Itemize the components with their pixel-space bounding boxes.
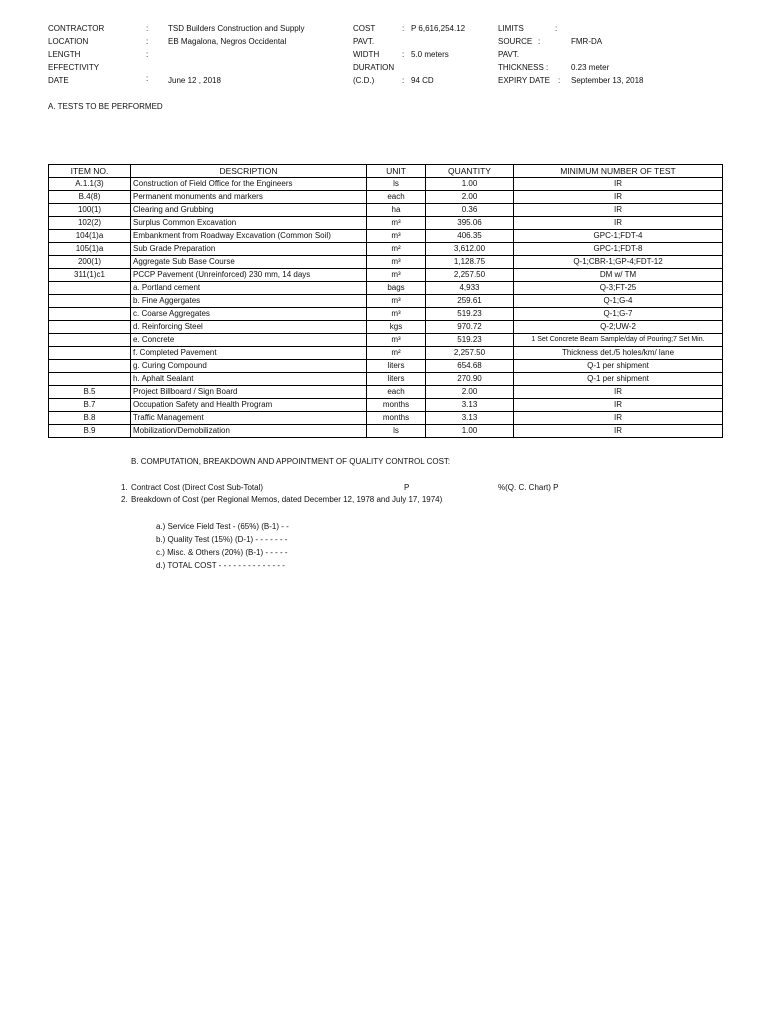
unit-cell: liters bbox=[367, 360, 426, 373]
quantity-cell: 970.72 bbox=[426, 321, 514, 334]
item-1-number: 1. bbox=[121, 483, 128, 492]
table-row bbox=[49, 412, 723, 425]
min-tests-cell: GPC-1;FDT-4 bbox=[514, 230, 723, 243]
cost-colon: : bbox=[402, 24, 405, 33]
quantity-cell: 1.00 bbox=[426, 425, 514, 438]
unit-cell: ls bbox=[367, 425, 426, 438]
source-label: SOURCE bbox=[498, 37, 533, 46]
description-cell: f. Completed Pavement bbox=[131, 347, 367, 360]
unit-cell: months bbox=[367, 399, 426, 412]
table-row bbox=[49, 217, 723, 230]
item-1-qc-chart: %(Q. C. Chart) P bbox=[498, 483, 559, 492]
item-no-cell: B.9 bbox=[49, 425, 131, 438]
location-colon: : bbox=[146, 37, 149, 46]
unit-cell: each bbox=[367, 191, 426, 204]
item-no-cell bbox=[49, 321, 131, 334]
quantity-cell: 270.90 bbox=[426, 373, 514, 386]
item-no-cell bbox=[49, 295, 131, 308]
description-cell: Clearing and Grubbing bbox=[131, 204, 367, 217]
quantity-cell: 1,128.75 bbox=[426, 256, 514, 269]
quantity-cell: 2,257.50 bbox=[426, 269, 514, 282]
unit-cell: m² bbox=[367, 347, 426, 360]
min-tests-cell: IR bbox=[514, 399, 723, 412]
unit-cell: m³ bbox=[367, 308, 426, 321]
quantity-cell: 3,612.00 bbox=[426, 243, 514, 256]
item-no-cell: B.4(8) bbox=[49, 191, 131, 204]
min-tests-cell: Thickness det./5 holes/km/ lane bbox=[514, 347, 723, 360]
item-no-cell: 102(2) bbox=[49, 217, 131, 230]
table-row bbox=[49, 178, 723, 191]
min-tests-cell: DM w/ TM bbox=[514, 269, 723, 282]
cd-colon: : bbox=[402, 76, 405, 85]
unit-cell: m³ bbox=[367, 269, 426, 282]
date-colon: : bbox=[146, 74, 149, 83]
unit-cell: kgs bbox=[367, 321, 426, 334]
date-label: DATE bbox=[48, 76, 69, 85]
item-no-cell: 104(1)a bbox=[49, 230, 131, 243]
table-row bbox=[49, 308, 723, 321]
contractor-value: TSD Builders Construction and Supply bbox=[168, 24, 305, 33]
min-tests-cell: Q-1;G-7 bbox=[514, 308, 723, 321]
table-row bbox=[49, 295, 723, 308]
quantity-cell: 259.61 bbox=[426, 295, 514, 308]
width-label: WIDTH bbox=[353, 50, 380, 59]
description-cell: Embankment from Roadway Excavation (Common Soil) bbox=[131, 230, 367, 243]
description-cell: c. Coarse Aggregates bbox=[131, 308, 367, 321]
contractor-label: CONTRACTOR bbox=[48, 24, 105, 33]
header-description: DESCRIPTION bbox=[131, 165, 367, 178]
table-row bbox=[49, 204, 723, 217]
item-no-cell bbox=[49, 373, 131, 386]
quantity-cell: 654.68 bbox=[426, 360, 514, 373]
tests-table bbox=[48, 164, 723, 438]
min-tests-cell: GPC-1;FDT-8 bbox=[514, 243, 723, 256]
description-cell: Permanent monuments and markers bbox=[131, 191, 367, 204]
description-cell: Sub Grade Preparation bbox=[131, 243, 367, 256]
duration-label: DURATION bbox=[353, 63, 395, 72]
quantity-cell: 4,933 bbox=[426, 282, 514, 295]
header-unit: UNIT bbox=[367, 165, 426, 178]
min-tests-cell: IR bbox=[514, 204, 723, 217]
length-colon: : bbox=[146, 50, 149, 59]
description-cell: Mobilization/Demobilization bbox=[131, 425, 367, 438]
item-no-cell: B.7 bbox=[49, 399, 131, 412]
location-label: LOCATION bbox=[48, 37, 89, 46]
description-cell: PCCP Pavement (Unreinforced) 230 mm, 14 days bbox=[131, 269, 367, 282]
section-a-title: A. TESTS TO BE PERFORMED bbox=[48, 102, 163, 111]
quantity-cell: 2,257.50 bbox=[426, 347, 514, 360]
item-no-cell bbox=[49, 308, 131, 321]
source-value: FMR-DA bbox=[571, 37, 603, 46]
table-row bbox=[49, 347, 723, 360]
item-no-cell: B.5 bbox=[49, 386, 131, 399]
description-cell: e. Concrete bbox=[131, 334, 367, 347]
item-no-cell bbox=[49, 347, 131, 360]
item-2-text: Breakdown of Cost (per Regional Memos, dated December 12, 1978 and July 17, 1974) bbox=[131, 495, 443, 504]
unit-cell: m³ bbox=[367, 217, 426, 230]
quantity-cell: 2.00 bbox=[426, 386, 514, 399]
table-row bbox=[49, 334, 723, 347]
expiry-date-colon: : bbox=[558, 76, 561, 85]
item-no-cell: 100(1) bbox=[49, 204, 131, 217]
unit-cell: months bbox=[367, 412, 426, 425]
min-tests-cell: IR bbox=[514, 191, 723, 204]
misc-others-line: c.) Misc. & Others (20%) (B-1) - - - - - bbox=[156, 548, 288, 557]
cd-label: (C.D.) bbox=[353, 76, 375, 85]
unit-cell: m² bbox=[367, 243, 426, 256]
item-no-cell: 200(1) bbox=[49, 256, 131, 269]
limits-label: LIMITS bbox=[498, 24, 524, 33]
description-cell: Surplus Common Excavation bbox=[131, 217, 367, 230]
expiry-date-label: EXPIRY DATE bbox=[498, 76, 551, 85]
section-b-title: B. COMPUTATION, BREAKDOWN AND APPOINTMENT OF QUALITY CONTROL COST: bbox=[131, 457, 451, 466]
min-tests-cell: IR bbox=[514, 412, 723, 425]
table-row bbox=[49, 399, 723, 412]
min-tests-cell: Q-3;FT-25 bbox=[514, 282, 723, 295]
item-no-cell: B.8 bbox=[49, 412, 131, 425]
quantity-cell: 1.00 bbox=[426, 178, 514, 191]
item-no-cell: 105(1)a bbox=[49, 243, 131, 256]
description-cell: a. Portland cement bbox=[131, 282, 367, 295]
quality-test-line: b.) Quality Test (15%) (D-1) - - - - - - - bbox=[156, 535, 288, 544]
min-tests-cell: IR bbox=[514, 217, 723, 230]
cost-value: P 6,616,254.12 bbox=[411, 24, 466, 33]
item-no-cell bbox=[49, 334, 131, 347]
description-cell: Project Billboard / Sign Board bbox=[131, 386, 367, 399]
date-value: June 12 , 2018 bbox=[168, 76, 221, 85]
unit-cell: bags bbox=[367, 282, 426, 295]
table-row bbox=[49, 243, 723, 256]
description-cell: Occupation Safety and Health Program bbox=[131, 399, 367, 412]
min-tests-cell: Q-1 per shipment bbox=[514, 360, 723, 373]
table-row bbox=[49, 425, 723, 438]
pavt-label-1: PAVT. bbox=[353, 37, 375, 46]
quantity-cell: 3.13 bbox=[426, 412, 514, 425]
table-row bbox=[49, 282, 723, 295]
expiry-date-value: September 13, 2018 bbox=[571, 76, 644, 85]
contractor-colon: : bbox=[146, 24, 149, 33]
header-quantity: QUANTITY bbox=[426, 165, 514, 178]
thickness-value: 0.23 meter bbox=[571, 63, 610, 72]
location-value: EB Magalona, Negros Occidental bbox=[168, 37, 287, 46]
unit-cell: m³ bbox=[367, 334, 426, 347]
min-tests-cell: Q-1;G-4 bbox=[514, 295, 723, 308]
unit-cell: ha bbox=[367, 204, 426, 217]
unit-cell: m³ bbox=[367, 256, 426, 269]
description-cell: Construction of Field Office for the Engineers bbox=[131, 178, 367, 191]
header-minimum-tests: MINIMUM NUMBER OF TEST bbox=[514, 165, 723, 178]
item-no-cell: A.1.1(3) bbox=[49, 178, 131, 191]
quantity-cell: 519.23 bbox=[426, 308, 514, 321]
quantity-cell: 3.13 bbox=[426, 399, 514, 412]
item-no-cell: 311(1)c1 bbox=[49, 269, 131, 282]
quantity-cell: 395.06 bbox=[426, 217, 514, 230]
unit-cell: liters bbox=[367, 373, 426, 386]
quantity-cell: 2.00 bbox=[426, 191, 514, 204]
table-row bbox=[49, 230, 723, 243]
table-row bbox=[49, 191, 723, 204]
item-1-text: Contract Cost (Direct Cost Sub-Total) bbox=[131, 483, 264, 492]
quantity-cell: 406.35 bbox=[426, 230, 514, 243]
description-cell: h. Aphalt Sealant bbox=[131, 373, 367, 386]
description-cell: d. Reinforcing Steel bbox=[131, 321, 367, 334]
table-row bbox=[49, 269, 723, 282]
item-1-peso: P bbox=[404, 483, 410, 492]
description-cell: g. Curing Compound bbox=[131, 360, 367, 373]
total-cost-line: d.) TOTAL COST - - - - - - - - - - - - - - bbox=[156, 561, 285, 570]
header-item-no: ITEM NO. bbox=[49, 165, 131, 178]
item-no-cell bbox=[49, 360, 131, 373]
table-row bbox=[49, 360, 723, 373]
source-colon: : bbox=[538, 37, 541, 46]
table-row bbox=[49, 373, 723, 386]
min-tests-cell: 1 Set Concrete Beam Sample/day of Pouring;7 Set Min. bbox=[514, 334, 723, 347]
quantity-cell: 519.23 bbox=[426, 334, 514, 347]
cost-label: COST bbox=[353, 24, 376, 33]
limits-colon: : bbox=[555, 24, 558, 33]
cd-value: 94 CD bbox=[411, 76, 434, 85]
unit-cell: m³ bbox=[367, 230, 426, 243]
description-cell: Traffic Management bbox=[131, 412, 367, 425]
width-colon: : bbox=[402, 50, 405, 59]
table-row bbox=[49, 321, 723, 334]
description-cell: Aggregate Sub Base Course bbox=[131, 256, 367, 269]
min-tests-cell: Q-1;CBR-1;GP-4;FDT-12 bbox=[514, 256, 723, 269]
min-tests-cell: IR bbox=[514, 386, 723, 399]
min-tests-cell: IR bbox=[514, 178, 723, 191]
length-label: LENGTH bbox=[48, 50, 81, 59]
unit-cell: m³ bbox=[367, 295, 426, 308]
unit-cell: ls bbox=[367, 178, 426, 191]
min-tests-cell: Q-1 per shipment bbox=[514, 373, 723, 386]
table-row bbox=[49, 386, 723, 399]
unit-cell: each bbox=[367, 386, 426, 399]
quantity-cell: 0.36 bbox=[426, 204, 514, 217]
item-no-cell bbox=[49, 282, 131, 295]
description-cell: b. Fine Aggergates bbox=[131, 295, 367, 308]
min-tests-cell: Q-2;UW-2 bbox=[514, 321, 723, 334]
service-field-test-line: a.) Service Field Test - (65%) (B-1) - - bbox=[156, 522, 289, 531]
table-row bbox=[49, 256, 723, 269]
min-tests-cell: IR bbox=[514, 425, 723, 438]
width-value: 5.0 meters bbox=[411, 50, 449, 59]
table-header-row bbox=[49, 165, 723, 178]
thickness-label: THICKNESS : bbox=[498, 63, 549, 72]
pavt-label-2: PAVT. bbox=[498, 50, 520, 59]
effectivity-label: EFFECTIVITY bbox=[48, 63, 100, 72]
item-2-number: 2. bbox=[121, 495, 128, 504]
